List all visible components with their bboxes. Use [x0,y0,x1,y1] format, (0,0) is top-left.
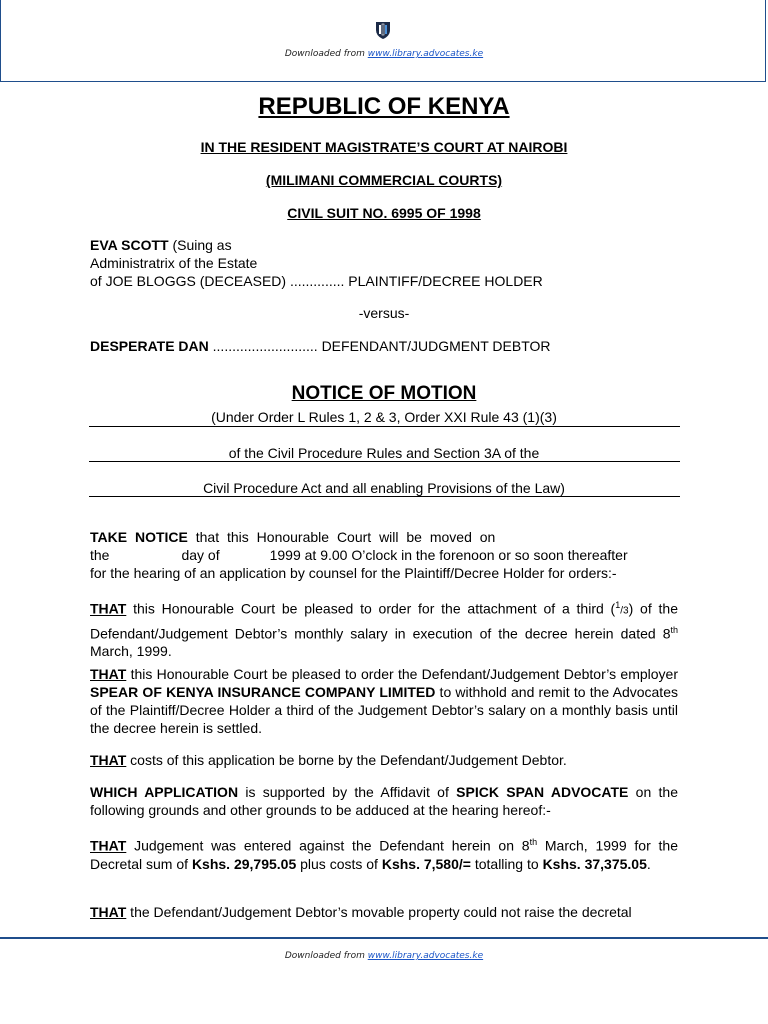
plaintiff-block [90,236,678,290]
fraction-numerator: 1 [615,600,621,610]
header-download-link[interactable]: www.library.advocates.ke [367,49,484,59]
which-application-text-a: is supported by the Affidavit of [238,784,457,800]
notice-under-line2: of the Civil Procedure Rules and Section 3A of the [228,445,540,461]
suit-number: CIVIL SUIT NO. 6995 OF 1998 [287,205,481,221]
fraction-denominator: /3 [620,605,629,617]
costs-amount: Kshs. 7,580/= [381,855,471,872]
defendant-name: DESPERATE DAN [90,338,209,354]
plaintiff-line2: Administratrix of the Estate [90,255,258,271]
which-application-text-b: on the following grounds and other grounds to be adduced at the hearing hereof:- [90,784,678,818]
defendant-rest: ........................... DEFENDANT/JUDGMENT DEBTOR [208,338,551,354]
plaintiff-name: EVA SCOTT [90,237,169,253]
day-rest: 1999 at 9.00 O’clock in the forenoon or so soon thereafter [269,547,628,563]
ground-1-text-a: Judgement was entered against the Defendant herein on 8 [126,837,530,854]
document-title: REPUBLIC OF KENYA [258,93,510,120]
which-application-paragraph [90,783,678,819]
employer-name: SPEAR OF KENYA INSURANCE COMPANY LIMITED [90,684,436,700]
ground-1-text-c: plus costs of [296,855,382,872]
ground-2 [90,903,678,921]
prayer-3 [90,751,678,769]
day-of: day of [181,547,220,563]
rule-2 [89,461,680,462]
ground-1-text-e: . [646,855,651,872]
decretal-sum: Kshs. 29,795.05 [191,855,297,872]
ground-2-that: THAT [90,904,127,920]
total-amount: Kshs. 37,375.05 [542,855,647,872]
rule-3 [89,496,680,497]
take-notice-paragraph [90,528,678,582]
footer-download-prefix: Downloaded from [284,951,368,961]
prayer-2-text-a: this Honourable Court be pleased to order the Defendant/Judgement Debtor’s employer [126,666,678,682]
plaintiff-line1-rest: (Suing as [168,237,232,253]
ground-1-that: THAT [90,837,127,854]
footer-rule [0,937,768,939]
prayer-1 [90,596,678,660]
court-name: IN THE RESIDENT MAGISTRATE’S COURT AT NAIROBI [200,139,568,155]
notice-under-line3: Civil Procedure Act and all enabling Provisions of the Law) [203,480,565,496]
prayer-2 [90,665,678,737]
take-notice-text: that this Honourable Court will be moved on [187,529,496,545]
day-the: the [90,547,110,563]
prayer-3-that: THAT [90,752,127,768]
prayer-1-that: THAT [90,600,127,617]
court-division: (MILIMANI COMMERCIAL COURTS) [265,172,503,188]
footer-download-link[interactable]: www.library.advocates.ke [367,951,484,961]
prayer-2-text-b: to withhold and remit to the Advocates of the Plaintiff/Decree Holder a third of the Judgement Debtor’s salary on a monthly basis until the decree herein is settled. [90,684,678,736]
prayer-1-text-c: March, 1999. [90,643,172,660]
ground-1-ordinal: th [529,837,538,847]
prayer-3-text: costs of this application be borne by the Defendant/Judgement Debtor. [126,752,567,768]
defendant-line [90,337,678,355]
versus: -versus- [358,305,410,321]
notice-under-line1: (Under Order L Rules 1, 2 & 3, Order XXI Rule 43 (1)(3) [211,409,557,425]
prayer-2-that: THAT [90,666,127,682]
library-shield-logo-icon [373,20,393,40]
footer-download-note [0,951,768,961]
which-application-label: WHICH APPLICATION [90,784,239,800]
prayer-1-text-b: ) of the Defendant/Judgement Debtor’s monthly salary in execution of the decree herein dated 8 [90,600,678,642]
notice-title: NOTICE OF MOTION [291,383,477,404]
hearing-line: for the hearing of an application by counsel for the Plaintiff/Decree Holder for orders:- [90,565,617,581]
prayer-1-ordinal: th [670,624,678,635]
ground-1-text-d: totalling to [470,855,543,872]
ground-1 [90,833,678,873]
ground-2-text: the Defendant/Judgement Debtor’s movable property could not raise the decretal [126,904,632,920]
rule-1 [89,426,680,427]
ground-1-text-b: March, 1999 for the Decretal sum of [90,837,678,872]
plaintiff-line3: of JOE BLOGGS (DECEASED) .............. PLAINTIFF/DECREE HOLDER [90,273,543,289]
header-download-prefix: Downloaded from [284,49,368,59]
take-notice-label: TAKE NOTICE [90,529,188,545]
download-header [0,0,766,82]
affiant-name: SPICK SPAN ADVOCATE [456,784,629,800]
prayer-1-text-a: this Honourable Court be pleased to order for the attachment of a third ( [126,600,616,617]
header-download-note [0,49,768,59]
